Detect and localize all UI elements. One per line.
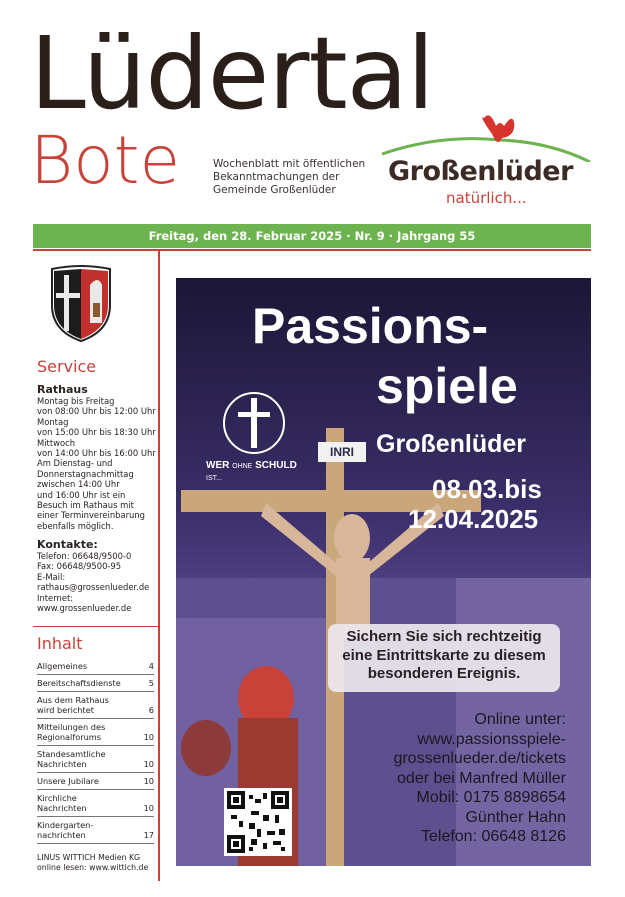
divider	[33, 249, 591, 251]
toc-item[interactable]	[37, 746, 154, 773]
toc-page: 17	[143, 830, 154, 840]
qr-code-icon[interactable]	[224, 788, 292, 856]
toc-page: 6	[148, 705, 154, 715]
logo-slogan: natürlich...	[446, 189, 527, 207]
contact-line: Telefon: 06648 8126	[420, 828, 566, 845]
poster-date-end: 12.04.2025	[408, 504, 539, 534]
kontakte-line: E-Mail:	[37, 571, 66, 582]
table-of-contents	[37, 658, 154, 844]
contact-line: Günther Hahn	[465, 808, 566, 826]
poster-location: Großenlüder	[376, 430, 527, 458]
toc-page: 10	[143, 759, 154, 769]
ticket-contact	[371, 710, 566, 847]
toc-page: 10	[143, 776, 154, 786]
poster-title-line2: spiele	[376, 358, 518, 414]
toc-label: Bereitschaftsdienste	[37, 678, 121, 688]
divider	[33, 626, 158, 627]
toc-page: 10	[143, 732, 154, 742]
toc-label: Aus dem Rathaus wird berichtet	[37, 695, 109, 715]
rathaus-block	[37, 383, 157, 531]
coat-of-arms-icon	[46, 263, 116, 343]
rathaus-line: Montag bis Freitag	[37, 396, 115, 406]
email-link[interactable]: rathaus@grossenlueder.de	[37, 582, 150, 593]
rathaus-line: Donnerstagnachmittag	[37, 468, 134, 479]
toc-item[interactable]	[37, 658, 154, 675]
tagline-line: Wochenblatt mit öffentlichen	[213, 158, 366, 170]
cover-poster	[176, 278, 591, 866]
toc-item[interactable]	[37, 790, 154, 817]
kontakte-line: Telefon: 06648/9500-0	[37, 551, 132, 561]
emblem-word: WER	[206, 460, 230, 471]
rathaus-line: ebenfalls möglich.	[37, 520, 114, 531]
toc-page: 10	[143, 803, 154, 813]
rathaus-line: Montag	[37, 416, 69, 427]
toc-label: Mitteilungen des Regionalforums	[37, 722, 106, 742]
column-divider	[158, 251, 160, 881]
poster-date-start: 08.03.bis	[432, 474, 542, 504]
rathaus-line: Mittwoch	[37, 437, 76, 448]
rathaus-heading: Rathaus	[37, 383, 88, 396]
service-heading: Service	[37, 357, 97, 376]
poster-title-line1: Passions-	[252, 298, 489, 354]
kontakte-line: Internet:	[37, 592, 74, 603]
issue-date-bar: Freitag, den 28. Februar 2025 · Nr. 9 · Jahrgang 55	[33, 224, 591, 248]
rathaus-line: zwischen 14:00 Uhr	[37, 479, 120, 490]
kontakte-block	[37, 538, 157, 613]
notice-line: besonderen Ereignis.	[367, 665, 521, 682]
toc-item[interactable]	[37, 817, 154, 844]
logo-wordmark: Großenlüder	[388, 156, 573, 187]
rathaus-line: von 14:00 Uhr bis 16:00 Uhr	[37, 448, 156, 459]
contact-line: Mobil: 0175 8898654	[416, 789, 566, 806]
inhalt-heading: Inhalt	[37, 634, 83, 653]
masthead-subtitle: Bote	[30, 122, 181, 199]
tagline-line: Gemeinde Großenlüder	[213, 184, 336, 196]
kontakte-heading: Kontakte:	[37, 538, 98, 551]
toc-label: Kirchliche Nachrichten	[37, 793, 87, 813]
ticket-url[interactable]: www.passionsspiele-	[417, 730, 566, 748]
rathaus-line: Besuch im Rathaus mit	[37, 500, 134, 511]
rathaus-line: und 16:00 Uhr ist ein	[37, 489, 126, 500]
kontakte-line: Fax: 06648/9500-95	[37, 561, 122, 572]
website-link[interactable]: www.grossenlueder.de	[37, 603, 132, 614]
toc-label: Allgemeines	[37, 661, 88, 671]
inri-sign: INRI	[318, 442, 366, 462]
emblem-word: OHNE	[232, 463, 253, 470]
notice-line: Sichern Sie sich rechtzeitig	[346, 628, 542, 645]
toc-item[interactable]	[37, 692, 154, 719]
contact-line: Online unter:	[474, 711, 566, 728]
toc-page: 5	[148, 678, 154, 688]
toc-label: Unsere Jubilare	[37, 776, 99, 786]
rathaus-line: von 15:00 Uhr bis 18:30 Uhr	[37, 427, 156, 438]
masthead-title: Lüdertal	[30, 15, 434, 132]
contact-line: oder bei Manfred Müller	[397, 769, 566, 787]
toc-item[interactable]	[37, 719, 154, 746]
rathaus-line: von 08:00 Uhr bis 12:00 Uhr	[37, 406, 156, 417]
municipality-logo	[380, 112, 595, 212]
toc-item[interactable]	[37, 675, 154, 692]
masthead-tagline	[213, 158, 383, 197]
rathaus-line: einer Terminvereinbarung	[37, 510, 145, 521]
notice-line: eine Eintrittskarte zu diesem	[342, 646, 546, 664]
footer-online-link[interactable]: online lesen: www.wittich.de	[37, 862, 149, 872]
tagline-line: Bekanntmachungen der	[213, 171, 340, 183]
emblem-word: IST...	[206, 475, 222, 482]
ticket-notice	[328, 624, 560, 692]
toc-page: 4	[148, 661, 154, 671]
emblem-text	[206, 460, 297, 484]
toc-label: Standesamtliche Nachrichten	[37, 749, 106, 769]
publisher-footer	[37, 853, 157, 872]
footer-publisher: LINUS WITTICH Medien KG	[37, 853, 141, 862]
emblem-word: SCHULD	[255, 460, 297, 471]
toc-label: Kindergarten-nachrichten	[37, 820, 94, 840]
ticket-url[interactable]: grossenlueder.de/tickets	[393, 750, 566, 767]
toc-item[interactable]	[37, 773, 154, 790]
rathaus-line: Am Dienstag- und	[37, 458, 113, 469]
butterfly-hill-icon	[380, 112, 595, 162]
